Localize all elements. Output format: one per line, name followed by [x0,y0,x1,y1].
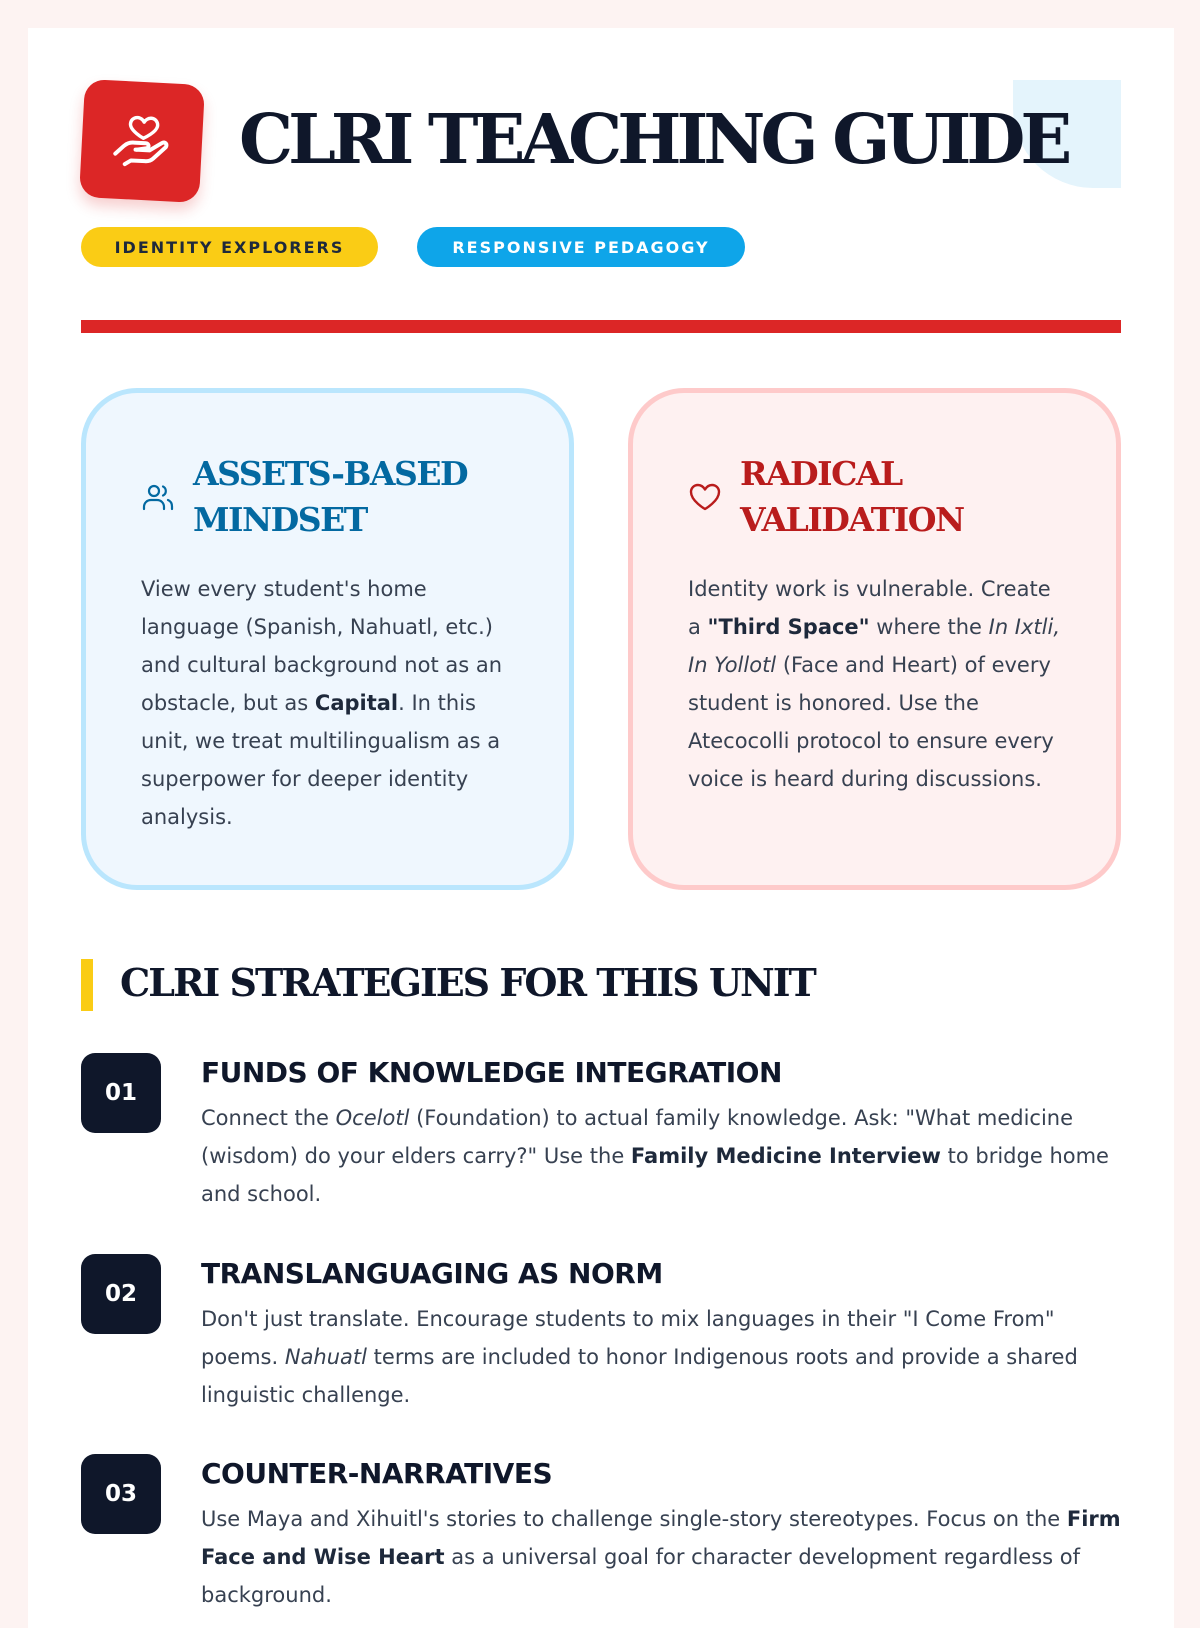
body-text: . In this unit, we treat multilingualism as a superpower for deeper identity analysis. [141,691,501,829]
body-text: to bridge home and school. [201,1144,1109,1206]
section-title: CLRI STRATEGIES FOR THIS UNIT [120,960,815,1005]
card-title [193,451,467,543]
assets-based-card [81,388,574,890]
strategy-number: 01 [81,1053,161,1133]
strategy-body [201,1099,1121,1213]
strategy-title: TRANSLANGUAGING AS NORM [201,1257,663,1290]
card-title [740,451,964,543]
card-title-line: MINDSET [193,500,367,539]
users-icon [141,480,175,514]
card-title-line: VALIDATION [740,500,964,539]
logo-badge [79,79,205,203]
body-bold-text: Capital [314,691,399,715]
radical-validation-card [628,388,1121,890]
strategy-number: 03 [81,1454,161,1534]
heart-icon [688,480,722,514]
header-divider [81,320,1121,333]
strategy-title: COUNTER-NARRATIVES [201,1457,553,1490]
strategy-body [201,1500,1121,1614]
body-text: where the [869,615,989,639]
strategy-body [201,1300,1121,1414]
body-text: as a universal goal for character development regardless of background. [201,1545,1081,1607]
body-italic-text: Nahuatl [284,1345,367,1369]
body-text: View every student's home language (Spanish, Nahuatl, etc.) and cultural background not as an obstacle, but as [141,577,503,715]
body-italic-text: In Ixtli, In Yollotl [688,615,1061,677]
body-text: Don't just translate. Encourage students to mix languages in their "I Come From" poems. [201,1307,1055,1369]
body-text: Identity work is vulnerable. Create a [688,577,1051,639]
body-bold-text: "Third Space" [707,615,870,639]
card-body [688,570,1068,798]
body-text: Connect the [201,1106,336,1130]
body-italic-text: Ocelotl [335,1106,410,1130]
body-text: terms are included to honor Indigenous roots and provide a shared linguistic challenge. [201,1345,1078,1407]
page-title: CLRI TEACHING GUIDE [239,100,1068,180]
strategy-title: FUNDS OF KNOWLEDGE INTEGRATION [201,1056,782,1089]
tag-responsive-pedagogy: RESPONSIVE PEDAGOGY [417,227,745,267]
tag-identity-explorers: IDENTITY EXPLORERS [81,227,378,267]
section-accent-bar [81,959,93,1011]
teaching-guide-page [28,28,1174,1628]
body-text: (Foundation) to actual family knowledge. Ask: "What medicine (wisdom) do your elders carry?" Use the [201,1106,1074,1168]
body-text: Use Maya and Xihuitl's stories to challenge single-story stereotypes. Focus on the [201,1507,1067,1531]
card-title-line: ASSETS-BASED [193,454,468,493]
heart-hand-icon [108,107,175,174]
body-bold-text: Family Medicine Interview [630,1144,941,1168]
body-bold-text: Firm Face and Wise Heart [201,1507,1121,1569]
strategy-number: 02 [81,1254,161,1334]
body-text: (Face and Heart) of every student is honored. Use the Atecocolli protocol to ensure every voice is heard during discussions. [688,653,1054,791]
card-body [141,570,521,836]
card-title-line: RADICAL [740,454,902,493]
